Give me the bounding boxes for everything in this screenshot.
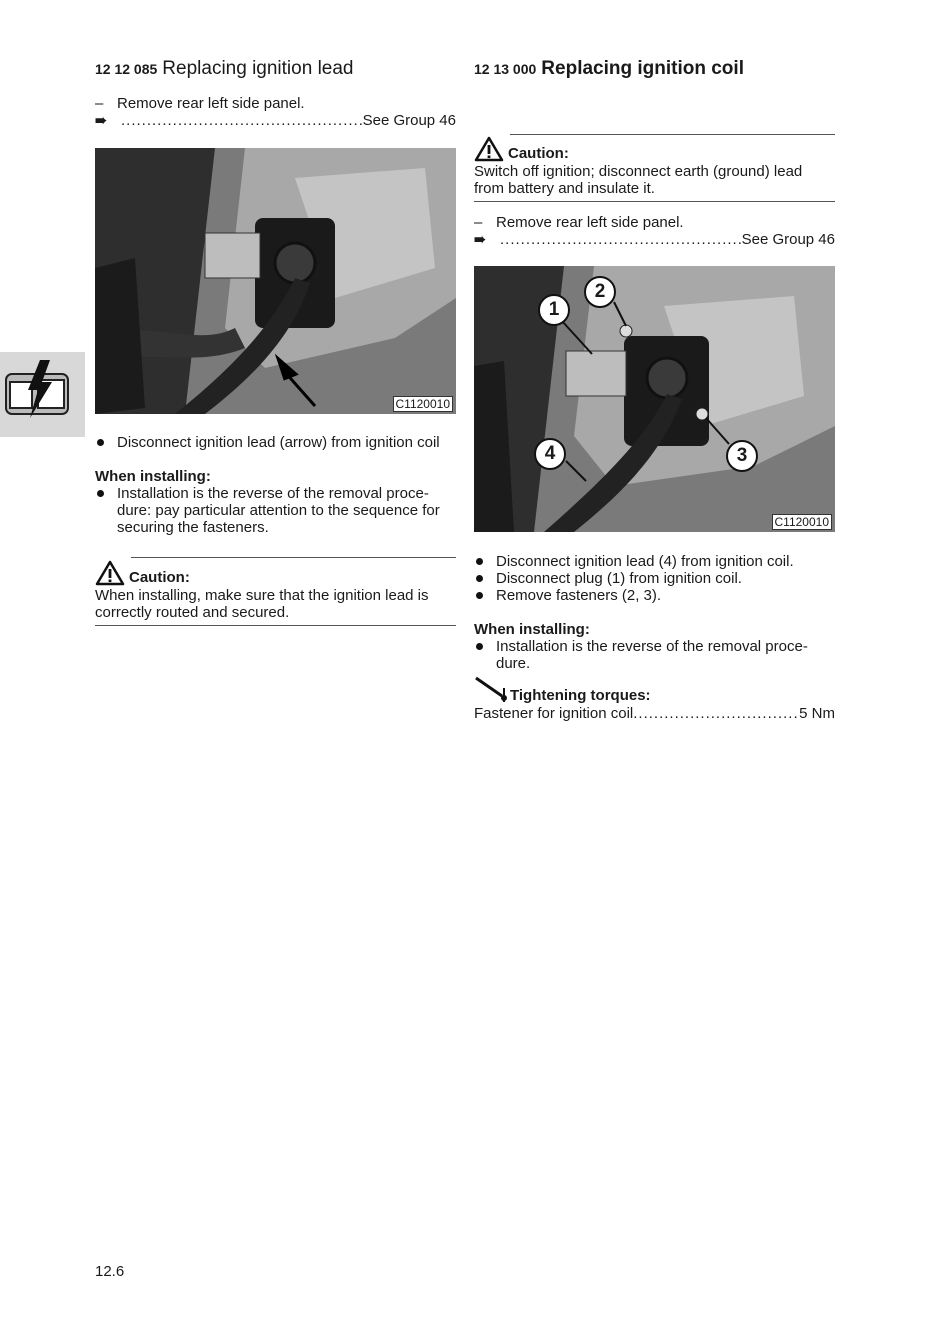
bullet-installation: Installation is the reverse of the removal proce- dure: pay particular attention to the sequence for securing the fasteners. xyxy=(95,485,456,536)
caution-top-rule xyxy=(510,134,835,135)
caution-bottom-rule xyxy=(95,625,456,626)
reference-text: See Group 46 xyxy=(362,112,456,129)
bullet-installation: Installation is the reverse of the removal proce- dure. xyxy=(474,638,835,672)
ignition-coil-photo xyxy=(474,266,835,532)
caution-heading: Caution: xyxy=(474,136,835,162)
reference-arrow-icon: ➠ xyxy=(95,112,107,128)
when-installing-heading: When installing: xyxy=(474,621,590,638)
reference-text: See Group 46 xyxy=(741,231,835,248)
warning-triangle-icon xyxy=(474,136,504,162)
section-heading: Replacing ignition coil xyxy=(541,58,744,79)
callout-3: 3 xyxy=(726,440,758,472)
section-title-ignition-coil xyxy=(474,58,744,80)
bullet-disconnect-lead: Disconnect ignition lead (arrow) from ignition coil xyxy=(95,434,456,451)
torque-item: Fastener for ignition coil xyxy=(474,705,634,722)
reference-line xyxy=(95,112,456,129)
photo-code: C1120010 xyxy=(393,396,454,412)
photo-code: C1120010 xyxy=(772,514,833,530)
bullet-disconnect-plug: Disconnect plug (1) from ignition coil. xyxy=(474,570,835,587)
torque-wrench-icon xyxy=(474,674,510,704)
reference-line xyxy=(474,231,835,248)
warning-triangle-icon xyxy=(95,560,125,586)
ignition-lead-photo xyxy=(95,148,456,414)
step-remove-panel: – Remove rear left side panel. xyxy=(95,95,305,112)
chapter-tab xyxy=(0,352,85,437)
callout-4: 4 xyxy=(534,438,566,470)
bullet-disconnect-lead: Disconnect ignition lead (4) from ignition coil. xyxy=(474,553,835,570)
caution-text: Switch off ignition; disconnect earth (ground) lead from battery and insulate it. xyxy=(474,163,803,197)
callout-1: 1 xyxy=(538,294,570,326)
when-installing-heading: When installing: xyxy=(95,468,211,485)
section-heading: Replacing ignition lead xyxy=(162,58,354,79)
caution-heading: Caution: xyxy=(95,560,456,586)
section-title-ignition-lead xyxy=(95,58,353,80)
section-number: 12 12 085 xyxy=(95,61,158,77)
section-number: 12 13 000 xyxy=(474,61,537,77)
electrical-system-icon xyxy=(0,352,85,437)
torque-spec xyxy=(474,705,835,722)
caution-text: When installing, make sure that the ignition lead is correctly routed and secured. xyxy=(95,587,429,621)
torque-heading: Tightening torques: xyxy=(474,674,835,704)
callout-2: 2 xyxy=(584,276,616,308)
step-remove-panel: – Remove rear left side panel. xyxy=(474,214,684,231)
torque-value: 5 Nm xyxy=(799,705,835,722)
caution-bottom-rule xyxy=(474,201,835,202)
bullet-remove-fasteners: Remove fasteners (2, 3). xyxy=(474,587,835,604)
page-number: 12.6 xyxy=(95,1263,125,1280)
reference-arrow-icon: ➠ xyxy=(474,231,486,247)
caution-top-rule xyxy=(131,557,456,558)
